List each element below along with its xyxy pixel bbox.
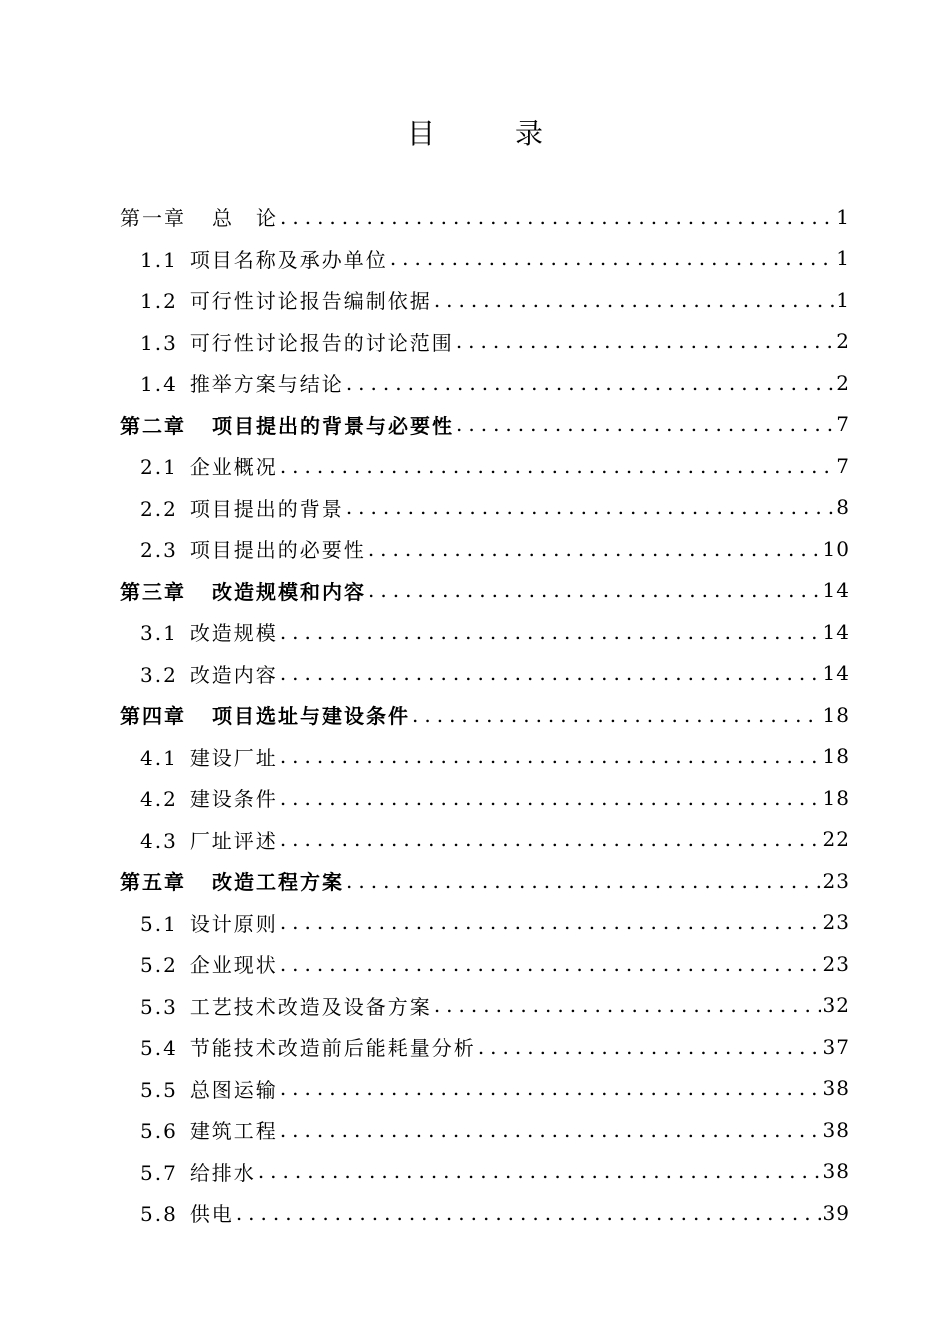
toc-entry-label (120, 700, 410, 729)
toc-page-number: 2 (836, 370, 850, 395)
toc-entry-text: 项目名称及承办单位 (189, 247, 388, 272)
toc-entry-text: 项目选址与建设条件 (212, 704, 410, 729)
toc-entry-number: 3.1 (140, 621, 178, 646)
toc-entry-label (140, 991, 432, 1020)
toc-section-entry[interactable] (120, 362, 850, 404)
toc-entry-label (140, 825, 278, 854)
toc-entry-number: 5.2 (140, 953, 178, 978)
toc-page-number: 22 (822, 827, 850, 852)
toc-dot-leader (280, 745, 821, 767)
toc-page-number: 38 (822, 1117, 850, 1142)
toc-entry-label (140, 1032, 476, 1061)
toc-page-number: 14 (822, 619, 850, 644)
toc-page-number: 37 (822, 1034, 850, 1059)
toc-page-number: 23 (822, 868, 850, 893)
toc-entry-label (140, 617, 278, 646)
toc-entry-number: 3.2 (140, 662, 178, 687)
toc-entry-label (120, 202, 278, 231)
toc-entry-number: 第三章 (120, 579, 186, 604)
toc-entry-number: 第四章 (120, 704, 186, 729)
toc-entry-number: 第一章 (120, 206, 186, 231)
toc-entry-number: 1.4 (140, 372, 178, 397)
toc-entry-number: 5.3 (140, 994, 178, 1019)
toc-dot-leader (368, 538, 821, 560)
toc-entry-text: 总 论 (212, 206, 278, 231)
toc-entry-label (140, 534, 366, 563)
toc-dot-leader (280, 621, 821, 643)
toc-dot-leader (258, 1160, 821, 1182)
toc-chapter-entry[interactable] (120, 404, 850, 446)
toc-entry-text: 厂址评述 (189, 828, 278, 853)
toc-entry-number: 5.7 (140, 1160, 178, 1185)
toc-entry-number: 4.2 (140, 787, 178, 812)
toc-page-number: 38 (822, 1076, 850, 1101)
toc-entry-text: 建设厂址 (189, 745, 278, 770)
toc-entry-number: 4.1 (140, 745, 178, 770)
toc-entry-text: 改造内容 (189, 662, 278, 687)
toc-entry-label (140, 908, 278, 937)
toc-dot-leader (280, 911, 821, 933)
toc-entry-text: 项目提出的背景与必要性 (212, 413, 454, 438)
toc-entry-number: 2.2 (140, 496, 178, 521)
toc-dot-leader (280, 1077, 821, 1099)
toc-dot-leader (434, 289, 834, 311)
toc-section-entry[interactable] (120, 902, 850, 944)
toc-page-number: 23 (822, 910, 850, 935)
toc-entry-text: 项目提出的必要性 (189, 538, 366, 563)
toc-entry-label (140, 1115, 278, 1144)
toc-entry-label (140, 949, 278, 978)
toc-entry-text: 可行性讨论报告的讨论范围 (189, 330, 454, 355)
toc-entry-text: 设计原则 (189, 911, 278, 936)
toc-entry-label (140, 451, 278, 480)
toc-page-number: 2 (836, 329, 850, 354)
toc-dot-leader (236, 1202, 821, 1224)
toc-entry-label (120, 576, 366, 605)
toc-entry-number: 1.3 (140, 330, 178, 355)
toc-page-number: 23 (822, 951, 850, 976)
toc-entry-label (140, 742, 278, 771)
toc-section-entry[interactable] (120, 1068, 850, 1110)
toc-page-number: 18 (822, 702, 850, 727)
toc-entry-text: 改造规模 (189, 621, 278, 646)
toc-entry-number: 5.8 (140, 1202, 178, 1227)
toc-entry-label (140, 285, 432, 314)
toc-section-entry[interactable] (120, 321, 850, 363)
toc-dot-leader (280, 828, 821, 850)
toc-section-entry[interactable] (120, 611, 850, 653)
toc-entry-text: 给排水 (189, 1160, 256, 1185)
toc-dot-leader (346, 870, 821, 892)
toc-chapter-entry[interactable] (120, 196, 850, 238)
toc-entry-text: 可行性讨论报告编制依据 (189, 289, 432, 314)
toc-entry-number: 2.1 (140, 455, 178, 480)
toc-section-entry[interactable] (120, 736, 850, 778)
toc-dot-leader (478, 1036, 821, 1058)
toc-page-number: 10 (822, 536, 850, 561)
toc-entry-label (140, 493, 344, 522)
toc-chapter-entry[interactable] (120, 570, 850, 612)
toc-entry-text: 建设条件 (189, 787, 278, 812)
toc-page-number: 7 (836, 453, 850, 478)
toc-page-number: 39 (822, 1200, 850, 1225)
toc-dot-leader (280, 455, 834, 477)
toc-entry-label (140, 783, 278, 812)
toc-entry-label (140, 244, 388, 273)
toc-entry-text: 建筑工程 (189, 1119, 278, 1144)
toc-entry-text: 节能技术改造前后能耗量分析 (189, 1036, 476, 1061)
toc-page-number: 32 (822, 993, 850, 1018)
toc-title: 目 录 (406, 117, 569, 150)
toc-section-entry[interactable] (120, 1109, 850, 1151)
toc-entry-label (140, 368, 344, 397)
toc-entry-text: 项目提出的背景 (189, 496, 344, 521)
toc-dot-leader (280, 953, 821, 975)
toc-entry-label (140, 659, 278, 688)
toc-entry-text: 供电 (189, 1202, 234, 1227)
toc-page-number: 7 (836, 412, 850, 437)
toc-page-number: 14 (822, 578, 850, 603)
toc-entry-number: 5.4 (140, 1036, 178, 1061)
toc-section-entry[interactable] (120, 985, 850, 1027)
toc-page-number: 18 (822, 785, 850, 810)
toc-entry-number: 1.2 (140, 289, 178, 314)
toc-dot-leader (434, 994, 821, 1016)
toc-section-entry[interactable] (120, 653, 850, 695)
toc-entry-label (140, 1074, 278, 1103)
toc-entry-number: 2.3 (140, 538, 178, 563)
toc-entry-text: 推举方案与结论 (189, 372, 344, 397)
toc-entry-text: 改造规模和内容 (212, 579, 366, 604)
toc-entry-label (140, 1157, 256, 1186)
toc-section-entry[interactable] (120, 238, 850, 280)
toc-entry-number: 5.6 (140, 1119, 178, 1144)
toc-entry-label (120, 866, 344, 895)
toc-section-entry[interactable] (120, 279, 850, 321)
toc-dot-leader (390, 247, 834, 269)
toc-page-number: 38 (822, 1159, 850, 1184)
toc-dot-leader (456, 413, 834, 435)
toc-section-entry[interactable] (120, 1151, 850, 1193)
toc-section-entry[interactable] (120, 943, 850, 985)
toc-entry-text: 改造工程方案 (212, 870, 344, 895)
toc-entry-text: 企业概况 (189, 455, 278, 480)
toc-section-entry[interactable] (120, 445, 850, 487)
toc-entry-text: 总图运输 (189, 1077, 278, 1102)
toc-section-entry[interactable] (120, 1026, 850, 1068)
toc-dot-leader (368, 579, 821, 601)
toc-list (120, 196, 850, 1234)
toc-entry-label (140, 1198, 234, 1227)
toc-entry-text: 企业现状 (189, 953, 278, 978)
toc-entry-number: 5.5 (140, 1077, 178, 1102)
toc-chapter-entry[interactable] (120, 694, 850, 736)
toc-section-entry[interactable] (120, 1192, 850, 1234)
toc-section-entry[interactable] (120, 487, 850, 529)
toc-entry-label (120, 410, 454, 439)
toc-dot-leader (280, 1119, 821, 1141)
toc-section-entry[interactable] (120, 777, 850, 819)
toc-page-number: 18 (822, 744, 850, 769)
toc-entry-label (140, 327, 454, 356)
toc-page-number: 1 (836, 204, 850, 229)
toc-entry-number: 4.3 (140, 828, 178, 853)
toc-section-entry[interactable] (120, 819, 850, 861)
toc-chapter-entry[interactable] (120, 860, 850, 902)
toc-page-number: 14 (822, 661, 850, 686)
toc-dot-leader (280, 206, 834, 228)
toc-entry-text: 工艺技术改造及设备方案 (189, 994, 432, 1019)
toc-page-number: 1 (836, 246, 850, 271)
toc-entry-number: 第五章 (120, 870, 186, 895)
toc-dot-leader (280, 662, 821, 684)
toc-page-number: 8 (836, 495, 850, 520)
toc-dot-leader (412, 704, 821, 726)
toc-entry-number: 1.1 (140, 247, 178, 272)
toc-section-entry[interactable] (120, 528, 850, 570)
toc-page-number: 1 (836, 287, 850, 312)
toc-dot-leader (346, 372, 834, 394)
toc-entry-number: 第二章 (120, 413, 186, 438)
toc-dot-leader (456, 330, 834, 352)
toc-dot-leader (346, 496, 834, 518)
toc-entry-number: 5.1 (140, 911, 178, 936)
toc-dot-leader (280, 787, 821, 809)
